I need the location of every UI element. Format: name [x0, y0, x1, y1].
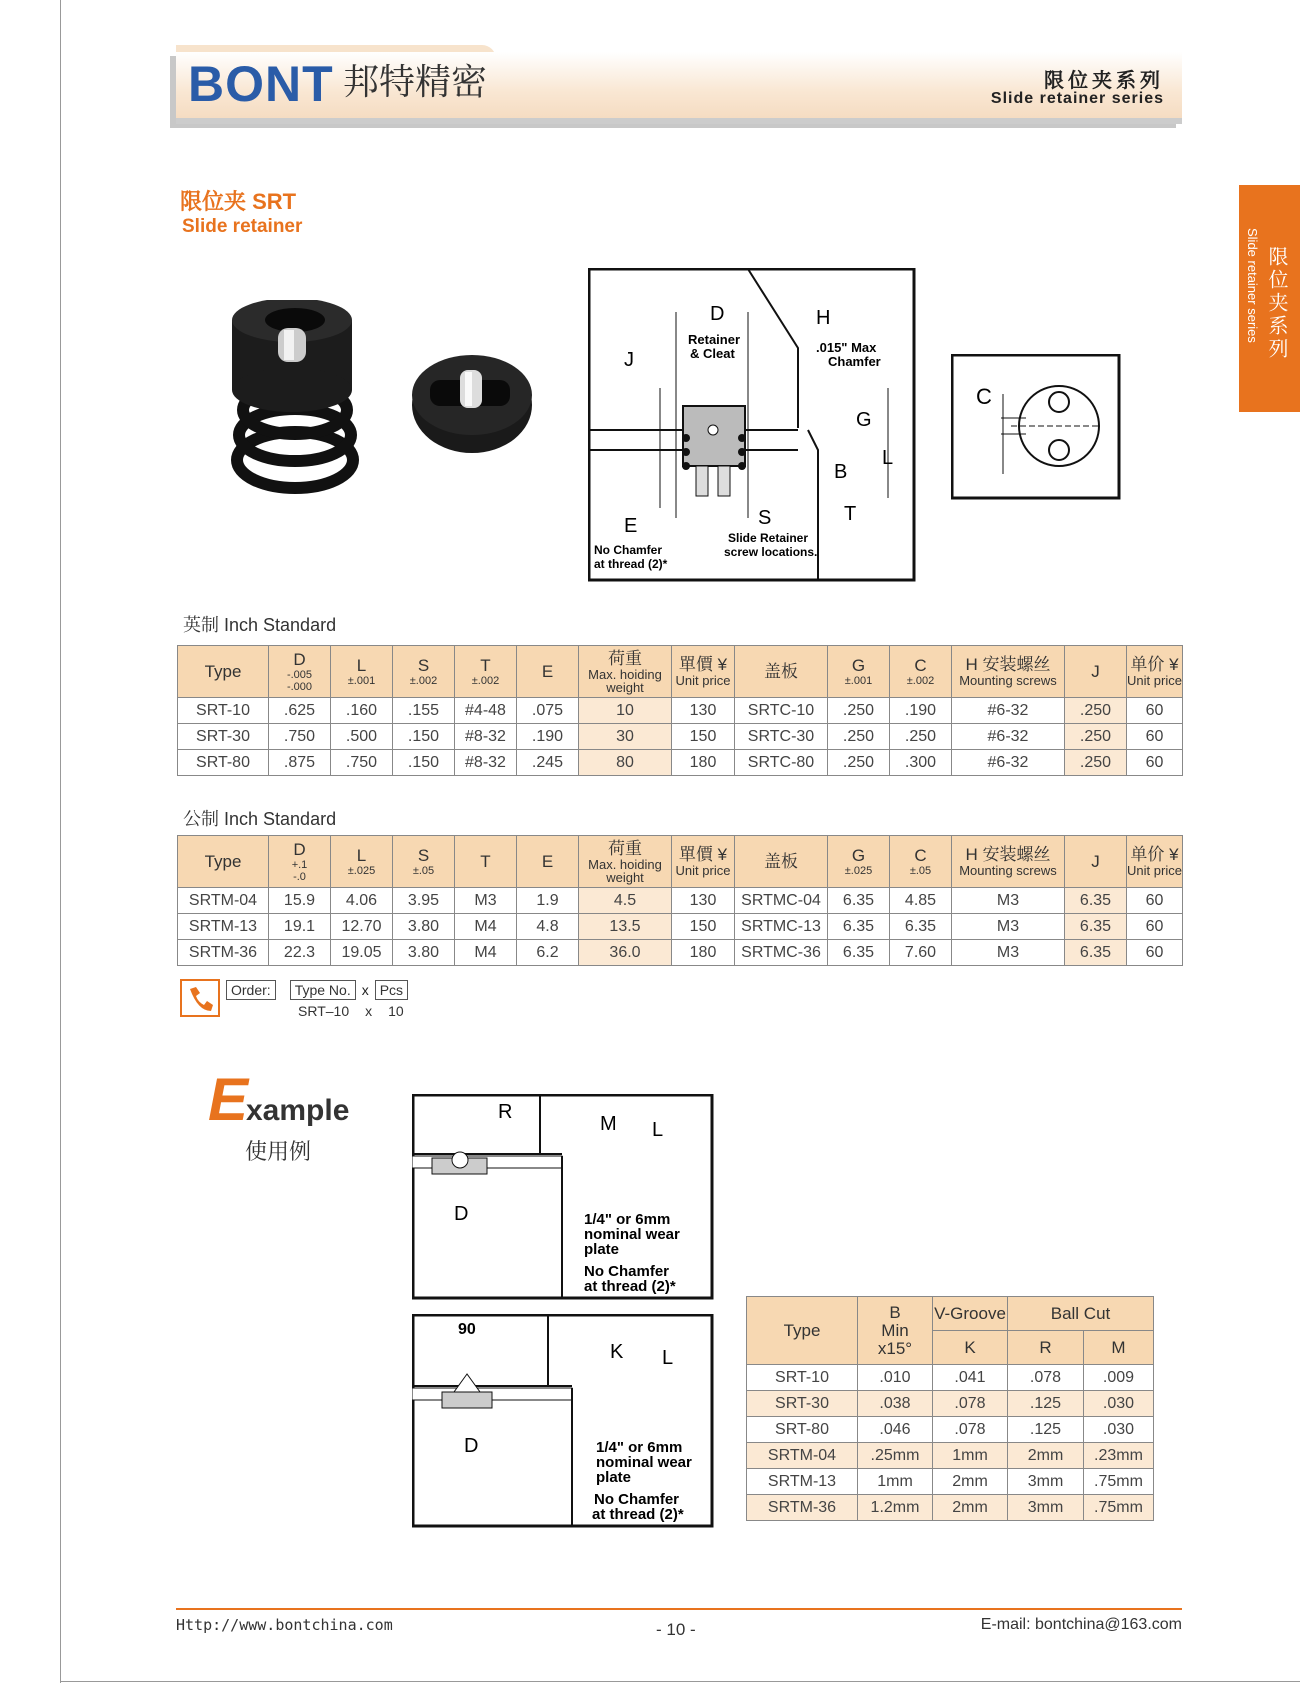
page-border — [60, 1681, 1300, 1682]
order-example: SRT–10 x 10 — [298, 1003, 404, 1019]
example-title-initial: E — [208, 1066, 249, 1133]
example-diagram-v-groove — [412, 1314, 714, 1528]
series-title-cn: 限位夹系列 — [1044, 70, 1164, 92]
svg-text:No Chamfer: No Chamfer — [584, 1263, 670, 1280]
svg-text:D: D — [454, 1203, 469, 1225]
brand-name-cn: 邦特精密 — [343, 62, 488, 103]
svg-text:at thread (2)*: at thread (2)* — [592, 1506, 684, 1523]
dim-label-h: H — [816, 307, 831, 329]
table-row: SRTM-13 1mm 2mm 3mm .75mm — [747, 1469, 1154, 1495]
dim-label-c: C — [976, 384, 992, 409]
side-tab-en: Slide retainer series — [1245, 228, 1260, 343]
series-title-en: Slide retainer series — [990, 90, 1164, 107]
example-title-cn: 使用例 — [245, 1139, 312, 1164]
svg-text:nominal wear: nominal wear — [596, 1454, 692, 1471]
svg-text:L: L — [662, 1347, 674, 1369]
table-row: SRTM-04 .25mm 1mm 2mm .23mm — [747, 1443, 1154, 1469]
groove-spec-table: Type B Min x15° V-Groove Ball Cut K R M SRT-10 .010 .041 .078 .009 SRT-30 .038 .078 .125 .030 SRT-80 .046 .078 .125 .030 SRTM-04 .25mm 1mm 2mm .23mm SRTM-13 1mm 2mm 3mm .75mm SRTM-36 1.2mm 2mm 3mm .75mm — [746, 1296, 1154, 1521]
order-type-no: Type No. — [290, 980, 356, 1000]
top-view-diagram — [951, 354, 1121, 500]
label-no-chamfer: No Chamfer — [594, 543, 663, 557]
dim-label-j: J — [624, 349, 634, 371]
table-row: SRT-80 .875 .750 .150 #8-32 .245 80 180 SRTC-80 .250 .300 #6-32 .250 60 — [178, 750, 1183, 776]
label-screw-locations: screw locations. — [724, 545, 818, 559]
dim-label-l: L — [882, 447, 894, 469]
svg-text:plate: plate — [596, 1469, 632, 1486]
order-label: Order: — [226, 980, 276, 1000]
inch-spec-table: Type D -.005 -.000 L ±.001 S ±.002 T ±.002 E 荷重 Max. hoiding weight 單價 ¥ Unit price 盖板 G ±.001 C ±.002 H 安装螺丝 Mounting screws J 单价 ¥ Unit price SRT-10 .625 .160 .155 #4-48 .075 10 130 SRTC-10 .250 .190 #6-32 .250 60 SRT-30 .750 .500 .150 #8-32 .190 30 150 SRTC-30 .250 .250 #6-32 .250 60 SRT-80 .875 .750 .150 #8-32 .245 80 180 SRTC-80 .250 .300 #6-32 .250 60 — [177, 645, 1183, 776]
svg-text:at thread (2)*: at thread (2)* — [584, 1278, 676, 1295]
dim-label-g: G — [856, 409, 872, 431]
dim-label-d: D — [710, 303, 725, 325]
svg-text:R: R — [498, 1101, 513, 1123]
dim-label-b: B — [834, 461, 848, 483]
page-number: - 10 - — [656, 1620, 696, 1639]
brand-logo: BONT — [188, 56, 334, 112]
order-format: Order: Type No. x Pcs — [226, 980, 408, 1000]
label-chamfer: Chamfer — [828, 354, 881, 369]
table-row: SRT-80 .046 .078 .125 .030 — [747, 1417, 1154, 1443]
label-at-thread: at thread (2)* — [594, 557, 668, 571]
metric-table-label: 公制 Inch Standard — [183, 809, 337, 829]
svg-text:plate: plate — [584, 1241, 620, 1258]
cross-section-diagram — [588, 268, 916, 582]
table-row: SRT-10 .625 .160 .155 #4-48 .075 10 130 SRTC-10 .250 .190 #6-32 .250 60 — [178, 698, 1183, 724]
example-title: xample — [246, 1094, 350, 1127]
section-title-en: Slide retainer — [182, 216, 303, 237]
svg-text:M: M — [600, 1113, 617, 1135]
label-cleat: & Cleat — [690, 346, 735, 361]
label-retainer: Retainer — [688, 332, 741, 347]
label-max: .015" Max — [816, 340, 877, 355]
svg-text:K: K — [610, 1341, 624, 1363]
table-row: SRTM-13 19.1 12.70 3.80 M4 4.8 13.5 150 SRTMC-13 6.35 6.35 M3 6.35 60 — [178, 914, 1183, 940]
side-tab-cn: 限位夹系列 — [1265, 246, 1287, 361]
svg-text:D: D — [464, 1435, 479, 1457]
table-row: SRT-30 .038 .078 .125 .030 — [747, 1391, 1154, 1417]
table-row: SRTM-04 15.9 4.06 3.95 M3 1.9 4.5 130 SRTMC-04 6.35 4.85 M3 6.35 60 — [178, 888, 1183, 914]
dim-label-e: E — [624, 515, 638, 537]
svg-text:L: L — [652, 1119, 664, 1141]
product-photo — [220, 300, 540, 500]
svg-text:1/4" or 6mm: 1/4" or 6mm — [596, 1439, 683, 1456]
footer-email[interactable]: E-mail: bontchina@163.com — [980, 1616, 1182, 1633]
svg-text:nominal wear: nominal wear — [584, 1226, 680, 1243]
label-slide-retainer: Slide Retainer — [728, 531, 809, 545]
order-pcs: Pcs — [375, 980, 408, 1000]
svg-text:90: 90 — [458, 1321, 476, 1338]
svg-text:No Chamfer: No Chamfer — [594, 1491, 680, 1508]
metric-spec-table: Type D +.1 -.0 L ±.025 S ±.05 T E 荷重 Max. hoiding weight 單價 ¥ Unit price 盖板 G ±.025 C ±.05 H 安装螺丝 Mounting screws J 单价 ¥ Unit price SRTM-04 15.9 4.06 3.95 M3 1.9 4.5 130 SRTMC-04 6.35 4.85 M3 6.35 60 SRTM-13 19.1 12.70 3.80 M4 4.8 13.5 150 SRTMC-13 6.35 6.35 M3 6.35 60 SRTM-36 22.3 19.05 3.80 M4 6.2 36.0 180 SRTMC-36 6.35 7.60 M3 6.35 60 — [177, 835, 1183, 966]
phone-icon — [180, 979, 220, 1017]
col-type: Type — [204, 661, 242, 681]
inch-table-label: 英制 Inch Standard — [183, 615, 337, 635]
table-row: SRTM-36 22.3 19.05 3.80 M4 6.2 36.0 180 SRTMC-36 6.35 7.60 M3 6.35 60 — [178, 940, 1183, 966]
section-title-cn: 限位夹 SRT — [180, 189, 297, 214]
example-diagram-ball-cut — [412, 1094, 714, 1300]
table-row: SRT-30 .750 .500 .150 #8-32 .190 30 150 SRTC-30 .250 .250 #6-32 .250 60 — [178, 724, 1183, 750]
table-row: SRTM-36 1.2mm 2mm 3mm .75mm — [747, 1495, 1154, 1521]
svg-text:1/4" or 6mm: 1/4" or 6mm — [584, 1211, 671, 1228]
dim-label-s: S — [758, 507, 772, 529]
page-border — [60, 0, 61, 1683]
footer-divider — [176, 1608, 1182, 1610]
table-row: SRT-10 .010 .041 .078 .009 — [747, 1365, 1154, 1391]
dim-label-t: T — [844, 503, 857, 525]
footer-url[interactable]: Http://www.bontchina.com — [176, 1616, 393, 1634]
